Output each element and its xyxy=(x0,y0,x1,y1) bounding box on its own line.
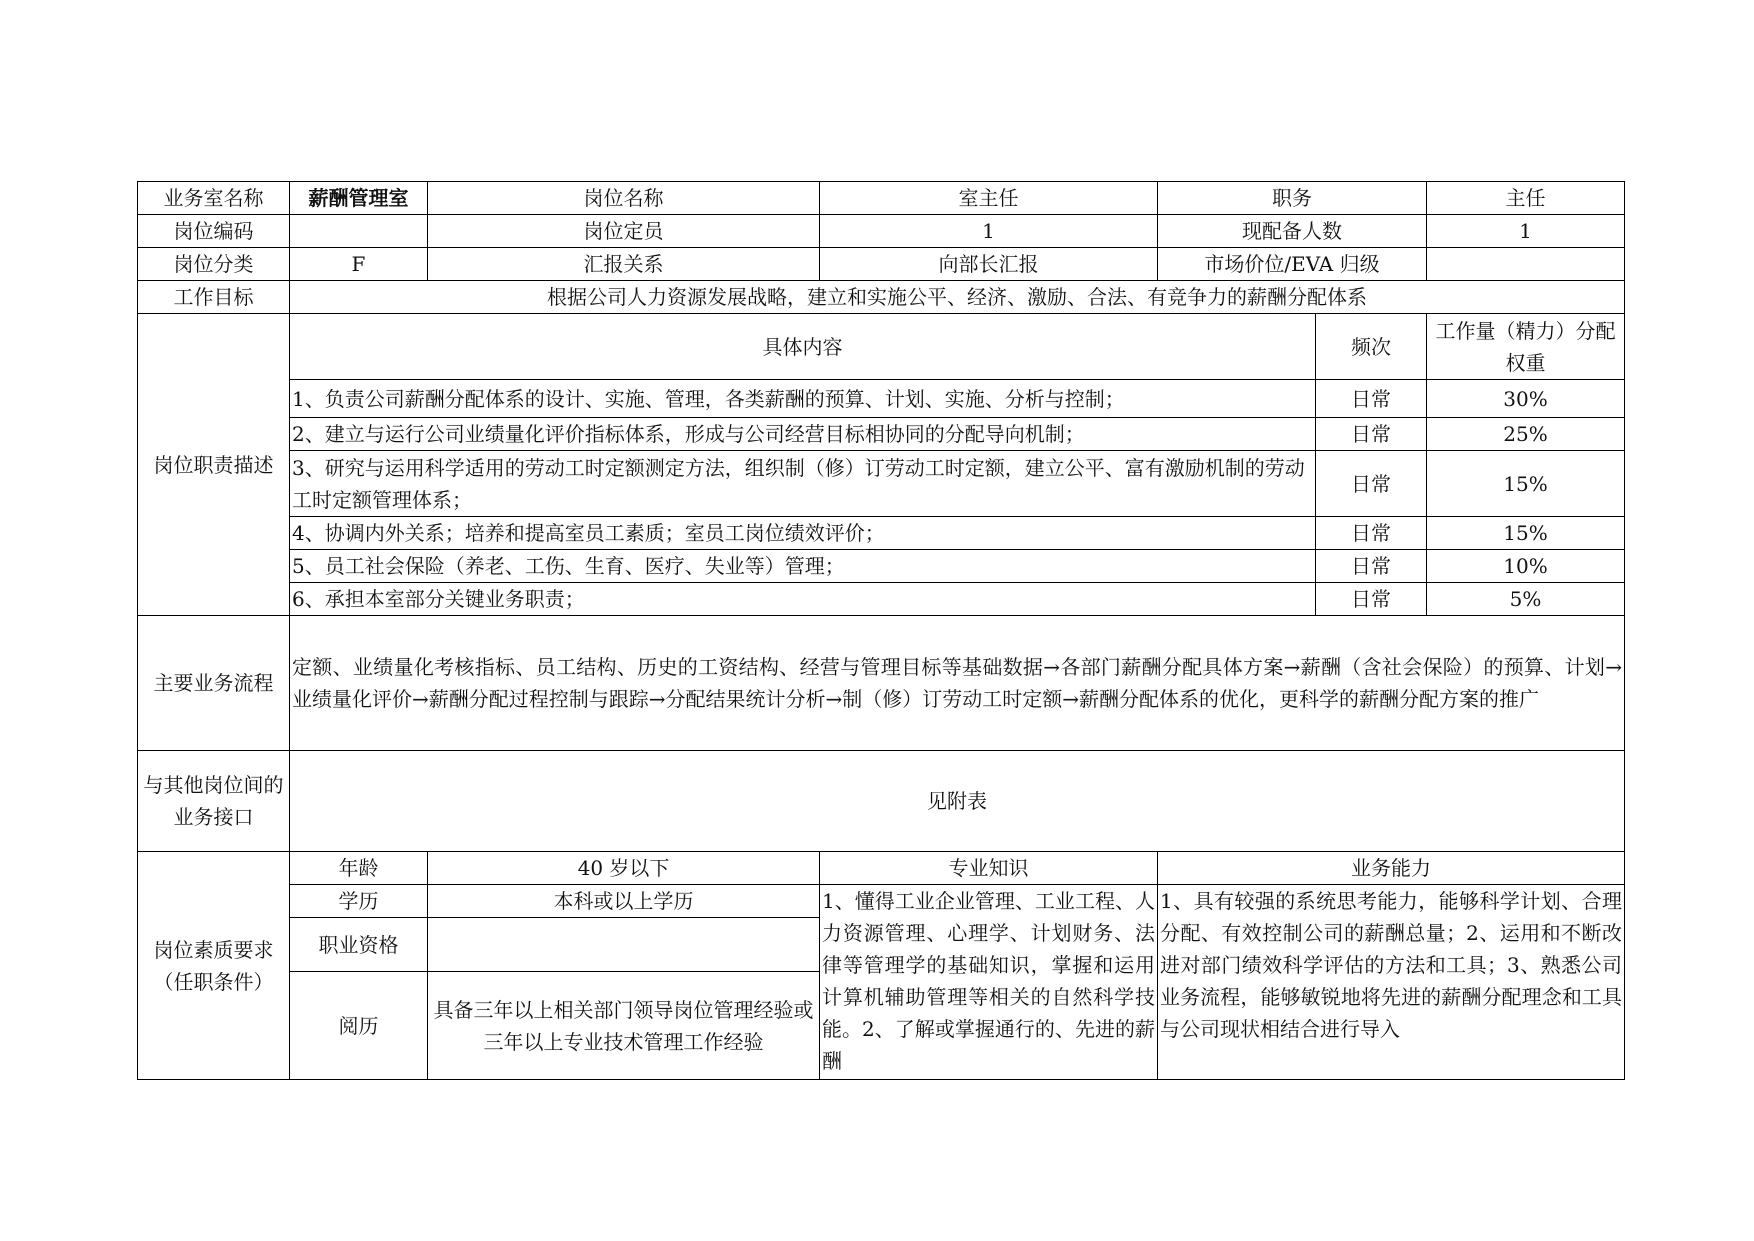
process-text: 定额、业绩量化考核指标、员工结构、历史的工资结构、经营与管理目标等基础数据→各部门薪酬分配具体方案→薪酬（含社会保险）的预算、计划→业绩量化评价→薪酬分配过程控制与跟踪→分配结果统计分析→制（修）订劳动工时定额→薪酬分配体系的优化，更科学的薪酬分配方案的推广 xyxy=(290,616,1625,751)
duty-weight: 30% xyxy=(1427,380,1625,418)
knowledge-text: 1、懂得工业企业管理、工业工程、人力资源管理、心理学、计划财务、法律等管理学的基础知识，掌握和运用计算机辅助管理等相关的自然科学技能。2、了解或掌握通行的、先进的薪酬 xyxy=(820,885,1158,1080)
ability-text: 1、具有较强的系统思考能力，能够科学计划、合理分配、有效控制公司的薪酬总量；2、运用和不断改进对部门绩效科学评估的方法和工具；3、熟悉公司业务流程，能够敏锐地将先进的薪酬分配理念和工具与公司现状相结合进行导入 xyxy=(1158,885,1625,1080)
duty-row xyxy=(138,451,1625,517)
class-value: F xyxy=(290,248,428,281)
duty-weight: 25% xyxy=(1427,418,1625,451)
cert-label: 职业资格 xyxy=(290,918,428,972)
process-label: 主要业务流程 xyxy=(138,616,290,751)
duty-row xyxy=(138,418,1625,451)
duties-col-freq: 频次 xyxy=(1316,314,1427,380)
age-value: 40 岁以下 xyxy=(428,852,820,885)
exp-value: 具备三年以上相关部门领导岗位管理经验或三年以上专业技术管理工作经验 xyxy=(428,972,820,1080)
goal-text: 根据公司人力资源发展战略，建立和实施公平、经济、激励、合法、有竞争力的薪酬分配体系 xyxy=(290,281,1625,314)
market-label: 市场价位/EVA 归级 xyxy=(1158,248,1427,281)
header-row-1 xyxy=(138,182,1625,215)
edu-value: 本科或以上学历 xyxy=(428,885,820,918)
duty-row xyxy=(138,583,1625,616)
duty-weight: 15% xyxy=(1427,451,1625,517)
duty-text: 2、建立与运行公司业绩量化评价指标体系，形成与公司经营目标相协同的分配导向机制； xyxy=(290,418,1316,451)
quota-value: 1 xyxy=(820,215,1158,248)
qual-row-age xyxy=(138,852,1625,885)
duties-label: 岗位职责描述 xyxy=(138,314,290,616)
title-label: 职务 xyxy=(1158,182,1427,215)
qual-row-edu xyxy=(138,885,1625,918)
cert-value xyxy=(428,918,820,972)
duty-freq: 日常 xyxy=(1316,550,1427,583)
duty-freq: 日常 xyxy=(1316,517,1427,550)
duty-freq: 日常 xyxy=(1316,451,1427,517)
code-label: 岗位编码 xyxy=(138,215,290,248)
qual-label: 岗位素质要求（任职条件） xyxy=(138,852,290,1080)
duty-text: 5、员工社会保险（养老、工伤、生育、医疗、失业等）管理； xyxy=(290,550,1316,583)
duties-col-weight: 工作量（精力）分配权重 xyxy=(1427,314,1625,380)
position-label: 岗位名称 xyxy=(428,182,820,215)
duty-row xyxy=(138,380,1625,418)
duty-freq: 日常 xyxy=(1316,380,1427,418)
duty-freq: 日常 xyxy=(1316,418,1427,451)
duty-text: 4、协调内外关系；培养和提高室员工素质；室员工岗位绩效评价； xyxy=(290,517,1316,550)
staffed-label: 现配备人数 xyxy=(1158,215,1427,248)
duty-text: 3、研究与运用科学适用的劳动工时定额测定方法，组织制（修）订劳动工时定额，建立公平、富有激励机制的劳动工时定额管理体系； xyxy=(290,451,1316,517)
knowledge-label: 专业知识 xyxy=(820,852,1158,885)
duties-header-row xyxy=(138,314,1625,380)
staffed-value: 1 xyxy=(1427,215,1625,248)
dept-value: 薪酬管理室 xyxy=(290,182,428,215)
goal-row xyxy=(138,281,1625,314)
duty-weight: 10% xyxy=(1427,550,1625,583)
exp-label: 阅历 xyxy=(290,972,428,1080)
quota-label: 岗位定员 xyxy=(428,215,820,248)
duty-weight: 15% xyxy=(1427,517,1625,550)
report-value: 向部长汇报 xyxy=(820,248,1158,281)
duty-row xyxy=(138,550,1625,583)
duty-freq: 日常 xyxy=(1316,583,1427,616)
age-label: 年龄 xyxy=(290,852,428,885)
position-value: 室主任 xyxy=(820,182,1158,215)
interface-row xyxy=(138,751,1625,852)
class-label: 岗位分类 xyxy=(138,248,290,281)
goal-label: 工作目标 xyxy=(138,281,290,314)
duties-col-content: 具体内容 xyxy=(290,314,1316,380)
ability-label: 业务能力 xyxy=(1158,852,1625,885)
title-value: 主任 xyxy=(1427,182,1625,215)
header-row-2 xyxy=(138,215,1625,248)
edu-label: 学历 xyxy=(290,885,428,918)
code-value xyxy=(290,215,428,248)
report-label: 汇报关系 xyxy=(428,248,820,281)
dept-label: 业务室名称 xyxy=(138,182,290,215)
header-row-3 xyxy=(138,248,1625,281)
market-value xyxy=(1427,248,1625,281)
duty-row xyxy=(138,517,1625,550)
process-row xyxy=(138,616,1625,751)
duty-text: 6、承担本室部分关键业务职责； xyxy=(290,583,1316,616)
duty-text: 1、负责公司薪酬分配体系的设计、实施、管理，各类薪酬的预算、计划、实施、分析与控制； xyxy=(290,380,1316,418)
interface-label: 与其他岗位间的业务接口 xyxy=(138,751,290,852)
interface-text: 见附表 xyxy=(290,751,1625,852)
job-description-table xyxy=(137,181,1625,1080)
duty-weight: 5% xyxy=(1427,583,1625,616)
